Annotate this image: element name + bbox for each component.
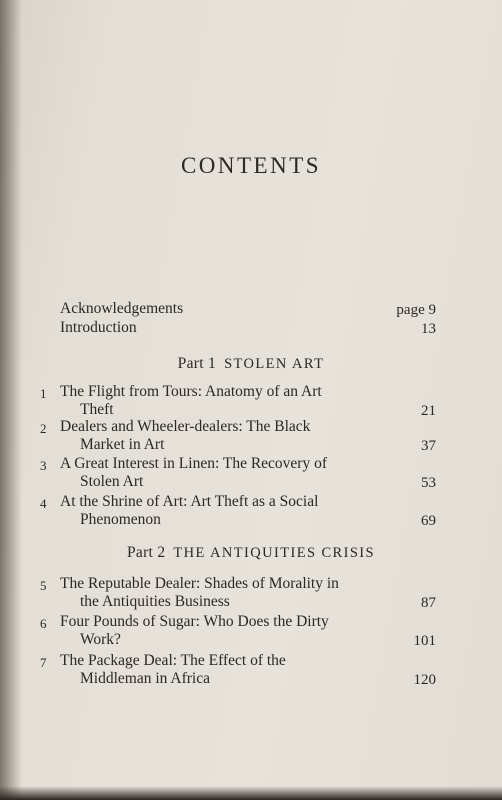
chapter-number: 2 [40, 421, 47, 436]
part-2-label: Part 2 [127, 544, 166, 561]
toc-page-acknowledgements: page 9 [396, 302, 436, 318]
part-2-heading [0, 544, 502, 562]
part-2-title: THE ANTIQUITIES CRISIS [173, 545, 375, 561]
chapter-title-line: Dealers and Wheeler-dealers: The Black [60, 418, 311, 435]
chapter-title-line: the Antiquities Business [80, 593, 230, 610]
chapter-number: 1 [40, 386, 47, 401]
toc-page-introduction: 13 [421, 321, 436, 337]
part-1-title: STOLEN ART [224, 356, 325, 372]
toc-entry-acknowledgements: Acknowledgements [60, 300, 184, 317]
chapter-title-line: Phenomenon [80, 511, 161, 528]
chapter-page: 21 [421, 403, 436, 419]
chapter-page: 87 [421, 595, 436, 611]
chapter-number: 4 [40, 496, 47, 511]
chapter-number: 6 [40, 616, 47, 631]
part-1-heading [0, 355, 502, 373]
chapter-title-line: The Flight from Tours: Anatomy of an Art [60, 383, 322, 400]
chapter-number: 7 [40, 655, 47, 670]
chapter-title-line: A Great Interest in Linen: The Recovery of [60, 455, 327, 472]
chapter-title-line: Work? [80, 631, 121, 648]
chapter-page: 37 [421, 438, 436, 454]
chapter-number: 3 [40, 458, 47, 473]
spine-shadow [0, 0, 22, 800]
chapter-page: 53 [421, 475, 436, 491]
chapter-title-line: Middleman in Africa [80, 670, 210, 687]
page-bottom-edge [0, 786, 502, 800]
chapter-title-line: Market in Art [80, 436, 165, 453]
chapter-title-line: The Package Deal: The Effect of the [60, 652, 286, 669]
chapter-title-line: The Reputable Dealer: Shades of Morality in [60, 575, 339, 592]
part-1-label: Part 1 [177, 355, 217, 372]
chapter-title-line: Four Pounds of Sugar: Who Does the Dirty [60, 613, 329, 630]
chapter-title-line: Theft [80, 401, 114, 418]
chapter-page: 69 [421, 513, 436, 529]
page-title: CONTENTS [180, 153, 322, 178]
toc-entry-introduction: Introduction [60, 319, 137, 336]
chapter-page: 101 [413, 633, 436, 649]
chapter-number: 5 [40, 578, 47, 593]
chapter-title-line: At the Shrine of Art: Art Theft as a Social [60, 493, 319, 510]
chapter-page: 120 [413, 672, 436, 688]
chapter-title-line: Stolen Art [80, 473, 144, 490]
